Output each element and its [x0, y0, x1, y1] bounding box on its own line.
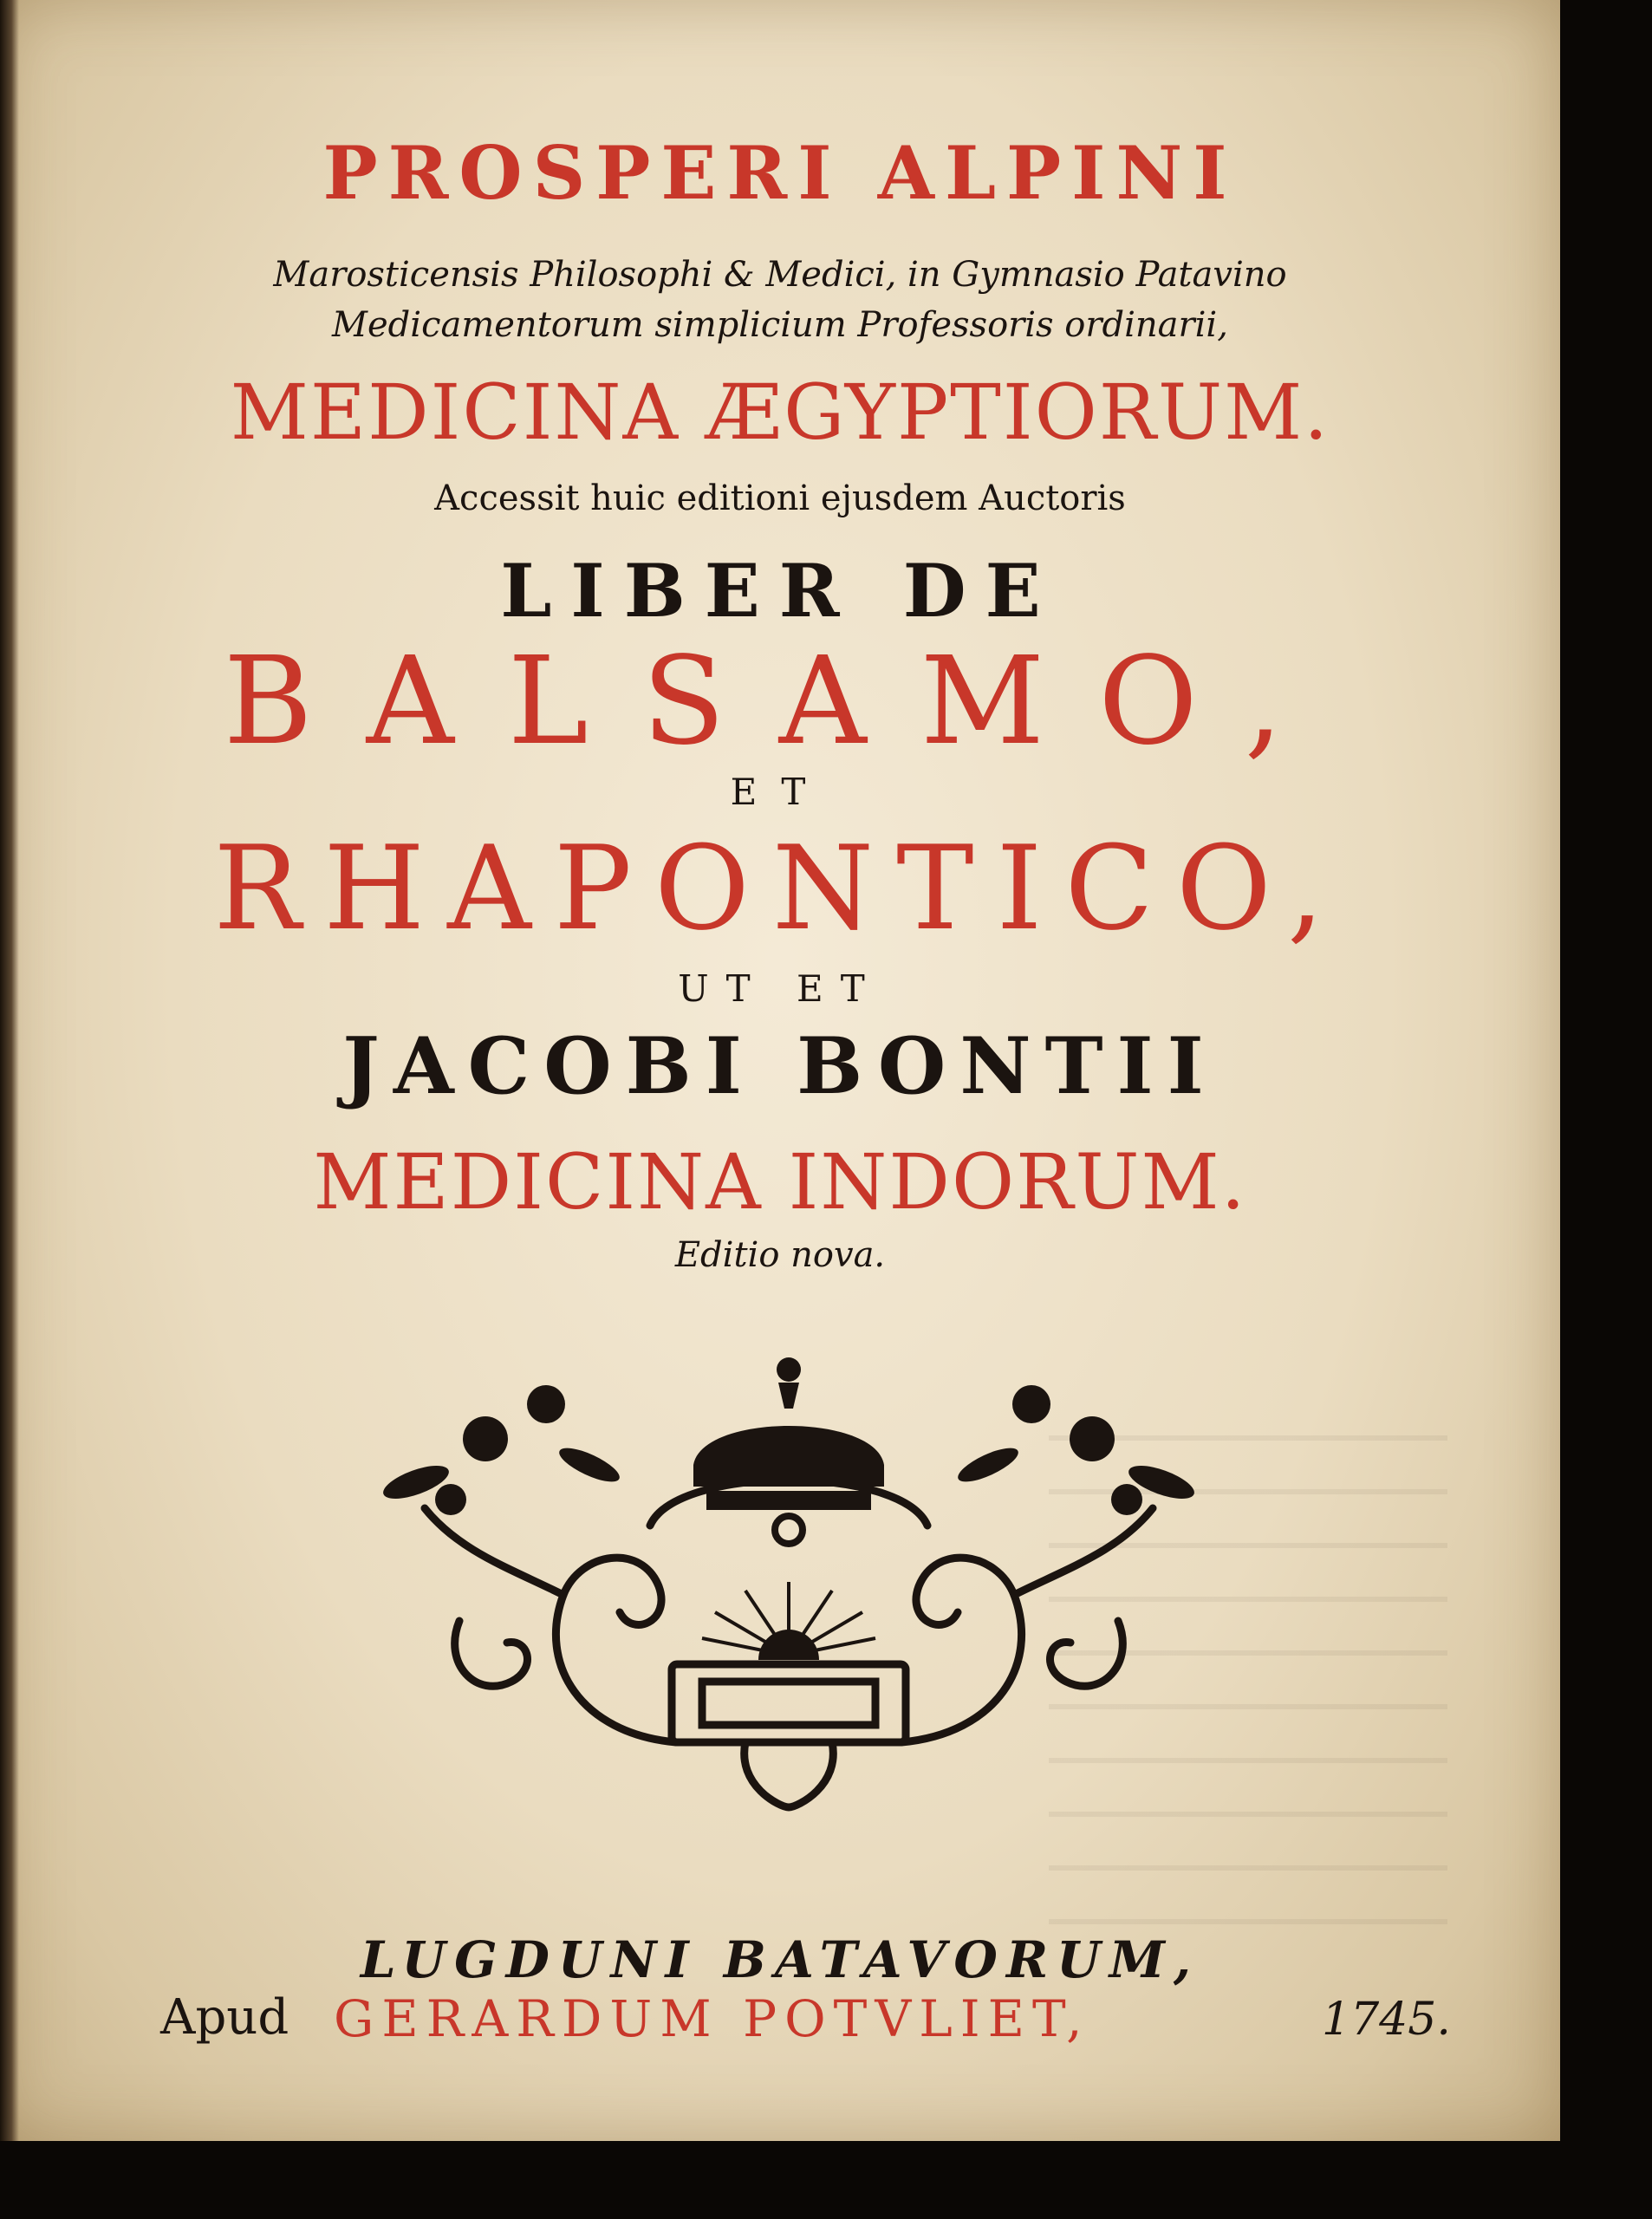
- imprint-printer: GERARDUM POTVLIET,: [334, 1989, 1090, 2048]
- title-medicina-aegyptiorum: MEDICINA ÆGYPTIORUM.: [230, 368, 1330, 457]
- ut-et-line: UT ET: [678, 967, 882, 1010]
- printers-device-ornament-icon: [364, 1335, 1213, 1820]
- imprint-place: LUGDUNI BATAVORUM,: [360, 1930, 1200, 1989]
- et-line: ET: [730, 771, 830, 813]
- imprint-apud: Apud: [160, 1989, 289, 2046]
- jacobi-bontii-line: JACOBI BONTII: [342, 1020, 1218, 1112]
- imprint-printer-row: [0, 1989, 1560, 2054]
- imprint-year: 1745.: [1322, 1994, 1451, 2046]
- edition-statement: Editio nova.: [674, 1235, 886, 1275]
- accessit-line: Accessit huic editioni ejusdem Auctoris: [434, 478, 1126, 518]
- author-name: PROSPERI ALPINI: [322, 130, 1238, 216]
- balsamo-line: BALSAMO,: [223, 631, 1337, 772]
- title-medicina-indorum: MEDICINA INDORUM.: [313, 1137, 1247, 1227]
- liber-de-line: LIBER DE: [500, 548, 1060, 634]
- author-description-line2: Medicamentorum simplicium Professoris ordinarii,: [332, 305, 1228, 345]
- author-description-line1: Marosticensis Philosophi & Medici, in Gymnasio Patavino: [273, 255, 1287, 295]
- rhapontico-line: RHAPONTICO,: [213, 821, 1347, 956]
